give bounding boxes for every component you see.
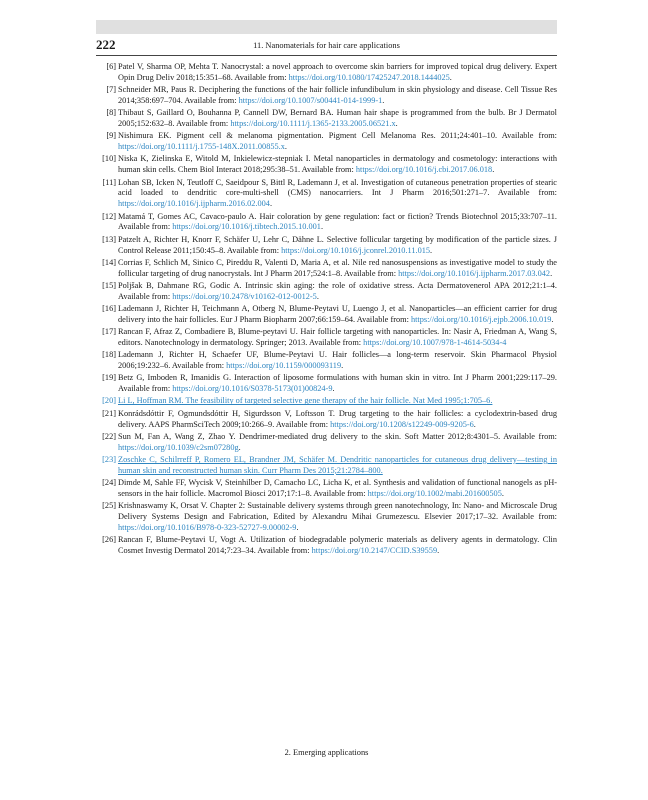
header-rule	[96, 55, 557, 56]
reference-tail: .	[316, 291, 319, 301]
reference-tail: .	[550, 268, 553, 278]
reference-text: Sun M, Fan A, Wang Z, Zhao Y. Dendrimer-mediated drug delivery to the skin. Soft Matter 2012;8:4301–5. Available from:	[118, 431, 557, 441]
reference-item	[96, 396, 557, 407]
reference-text: Patzelt A, Richter H, Knorr F, Schäfer U, Lehr C, Dähne L. Selective follicular targeting by modification of the particle sizes. J Control Release 2011;150:45–8. Available from:	[118, 234, 557, 255]
doi-link[interactable]: https://doi.org/10.1016/j.jconrel.2010.11.015	[281, 245, 431, 255]
reference-item	[96, 281, 557, 303]
doi-link[interactable]: https://doi.org/10.2478/v10162-012-0012-5	[172, 291, 317, 301]
doi-link[interactable]: https://doi.org/10.1111/j.1365-2133.2005.06521.x	[230, 119, 396, 129]
reference-item	[96, 304, 557, 326]
reference-number: [16]	[102, 304, 116, 313]
reference-item	[96, 327, 557, 349]
reference-text: Konrádsdóttir F, Ogmundsdóttir H, Sigurdsson V, Loftsson T. Drug targeting to the hair follicles: a cyclodextrin-based drug delivery. AAPS PharmSciTech 2009;10:266–9. Available from:	[118, 408, 557, 429]
doi-link[interactable]: https://doi.org/10.1039/c2sm07280g	[118, 442, 239, 452]
doi-link[interactable]: https://doi.org/10.1016/j.ijpharm.2016.02.004	[118, 199, 270, 209]
reference-tail: .	[320, 222, 324, 232]
reference-number: [19]	[102, 373, 116, 383]
reference-item	[96, 455, 557, 477]
reference-tail: .	[449, 72, 452, 82]
reference-text: Betz G, Imboden R, Imanidis G. Interaction of liposome formulations with human skin in vitro. Int J Pharm 2001;229:117–29. Available from:	[118, 373, 557, 394]
reference-tail: .	[269, 199, 273, 209]
reference-text: Poljšak B, Dahmane RG, Godic A. Intrinsic skin aging: the role of oxidative stress. Acta Dermatovenerol APA 2012;21:1–4. Available from:	[118, 280, 557, 301]
reference-number: [6]	[106, 62, 116, 71]
doi-link[interactable]: https://doi.org/10.1016/B978-0-323-52727-9.00002-9	[118, 522, 297, 532]
doi-link[interactable]: https://doi.org/10.1016/S0378-5173(01)00824-9	[172, 384, 333, 394]
reference-number: [10]	[102, 154, 116, 164]
reference-tail: .	[492, 165, 495, 175]
reference-text: Lademann J, Richter H, Teichmann A, Otberg N, Blume-Peytavi U, Luengo J, et al. Nanoparticles—an efficient carrier for drug delivery into the hair follicles. Eur J Pharm Biopharm 2007;66:159–64. Available from:	[118, 304, 557, 324]
reference-tail: .	[296, 522, 299, 532]
reference-item	[96, 154, 557, 176]
page-number: 222	[96, 37, 116, 52]
reference-number: [15]	[102, 280, 116, 290]
reference-number: [11]	[102, 177, 116, 187]
reference-item	[96, 235, 557, 257]
reference-text: Dimde M, Sahle FF, Wycisk V, Steinhilber D, Camacho LC, Licha K, et al. Synthesis and validation of functional nanogels as pH-sensors in the hair follicle. Macromol Biosci 2017;17:1–8. Available from:	[118, 477, 557, 498]
reference-item	[96, 108, 557, 130]
reference-text: Corrias F, Schlich M, Sinico C, Pireddu R, Valenti D, Maria A, et al. Nile red nanosuspensions as investigative model to study the follicular targeting of drug nanocrystals. Int J Pharm 2017;524:1–8. Available from:	[118, 257, 557, 278]
reference-item	[96, 501, 557, 534]
reference-number: [14]	[102, 257, 116, 267]
reference-item	[96, 478, 557, 500]
reference-number: [22]	[102, 431, 116, 441]
reference-text: Lademann J, Richter H, Schaefer UF, Blume-Peytavi U. Hair follicles—a long-term reservoir. Skin Pharmacol Physiol 2006;19:232–6. Available from:	[118, 350, 557, 371]
reference-number: [18]	[102, 350, 116, 360]
reference-tail: .	[551, 314, 554, 324]
reference-text: Schneider MR, Paus R. Deciphering the functions of the hair follicle infundibulum in skin physiology and disease. Cell Tissue Res 2014;358:697–704. Available from:	[118, 85, 557, 106]
reference-text: Matamá T, Gomes AC, Cavaco-paulo A. Hair coloration by gene regulation: fact or fiction? Trends Biotechnol 2015;33:707–11. Available from:	[118, 211, 557, 232]
doi-link[interactable]: https://doi.org/10.1007/978-1-4614-5034-4	[363, 338, 507, 348]
footer-section: 2. Emerging applications	[284, 748, 369, 757]
reference-number: [24]	[102, 477, 116, 487]
reference-text: Nishimura EK. Pigment cell & melanoma pigmentation. Pigment Cell Melanoma Res. 2011;24:401–10. Available from:	[118, 131, 557, 141]
reference-text[interactable]: Zoschke C, Schilrreff P, Romero EL, Brandner JM, Schäfer M. Dendritic nanoparticles for cutaneous drug delivery—testing in human skin and reconstructed human skin. Curr Pharm Des 2015;21:2784–800.	[118, 454, 557, 475]
reference-number: [23]	[102, 454, 116, 464]
running-head: 11. Nanomaterials for hair care applications	[253, 41, 400, 50]
reference-text: Rancan F, Blume-Peytavi U, Vogt A. Utilization of biodegradable polymeric materials as delivery agents in dermatology. Clin Cosmet Investig Dermatol 2014;7:23–34. Available from:	[118, 535, 557, 555]
reference-number: [17]	[102, 327, 116, 337]
reference-item	[96, 258, 557, 280]
reference-number: [20]	[102, 396, 116, 406]
doi-link[interactable]: https://doi.org/10.1016/j.tibtech.2015.10.001	[172, 222, 321, 232]
reference-item	[96, 62, 557, 84]
doi-link[interactable]: https://doi.org/10.1002/mabi.201600505	[367, 488, 502, 498]
reference-number: [9]	[106, 131, 116, 141]
reference-tail: .	[501, 488, 504, 498]
reference-text: Krishnaswamy K, Orsat V. Chapter 2: Sustainable delivery systems through green nanotechnology, In: Nano- and Microscale Drug Delivery Systems Design and Fabrication, Edited by Alexandru Mihai Grumezescu. Elsevier 2017;17–32. Available from:	[118, 501, 557, 521]
reference-tail: .	[430, 245, 433, 255]
reference-number: [26]	[102, 535, 116, 545]
reference-tail: .	[382, 96, 385, 106]
reference-text: Thibaut S, Gaillard O, Bouhanna P, Cannell DW, Bernard BA. Human hair shape is programmed from the bulb. Br J Dermatol 2005;152:632–8. Available from:	[118, 108, 557, 129]
doi-link[interactable]: https://doi.org/10.1111/j.1755-148X.2011.00855.x	[118, 142, 285, 152]
reference-item	[96, 350, 557, 372]
reference-number: [25]	[102, 501, 116, 511]
doi-link[interactable]: https://doi.org/10.1007/s00441-014-1999-1	[238, 96, 383, 106]
reference-tail: .	[341, 361, 344, 371]
header-bar	[96, 20, 557, 34]
reference-tail: .	[473, 419, 476, 429]
reference-list	[96, 62, 557, 558]
doi-link[interactable]: https://doi.org/10.1016/j.ejpb.2006.10.019	[410, 314, 552, 324]
reference-text: Patel V, Sharma OP, Mehta T. Nanocrystal: a novel approach to overcome skin barriers for improved topical drug delivery. Expert Opin Drug Deliv 2018;15:351–68. Available from:	[118, 62, 557, 82]
doi-link[interactable]: https://doi.org/10.1159/000093119	[226, 361, 342, 371]
reference-number: [7]	[106, 85, 116, 95]
reference-tail: .	[332, 384, 335, 394]
reference-number: [21]	[102, 408, 116, 418]
reference-number: [12]	[102, 211, 116, 221]
reference-number: [8]	[106, 108, 116, 118]
doi-link[interactable]: https://doi.org/10.1016/j.ijpharm.2017.03.042	[398, 268, 551, 278]
reference-text[interactable]: Li L, Hoffman RM. The feasibility of targeted selective gene therapy of the hair follicle. Nat Med 1995;1:705–6.	[118, 396, 493, 406]
reference-tail: .	[284, 142, 287, 152]
doi-link[interactable]: https://doi.org/10.1016/j.cbi.2017.06.018	[355, 165, 493, 175]
reference-text: Niska K, Zielinska E, Witold M, Inkielewicz-stepniak I. Metal nanoparticles in dermatology and cosmetology: interactions with human skin cells. Chem Biol Interact 2018;295:38–51. Available from:	[118, 154, 557, 175]
reference-item	[96, 432, 557, 454]
reference-item	[96, 85, 557, 107]
reference-tail: .	[238, 442, 241, 452]
reference-tail: .	[437, 546, 440, 555]
reference-item	[96, 409, 557, 431]
reference-item	[96, 373, 557, 395]
doi-link[interactable]: https://doi.org/10.2147/CCID.S39559	[311, 546, 438, 555]
reference-item	[96, 535, 557, 557]
reference-text: Lohan SB, Icken N, Teutloff C, Saeidpour S, Bittl R, Lademann J, et al. Investigation of cutaneous penetration properties of stearic acid loaded to dendritic core-multi-shell (CMS) nanocarriers. Int J Pharm 2016;501:271–7. Available from:	[118, 177, 557, 198]
reference-text: Rancan F, Afraz Z, Combadiere B, Blume-peytavi U. Hair follicle targeting with nanoparticles. In: Nasir A, Friedman A, Wang S, editors. Nanotechnology in dermatology. Springer; 2013. Available from:	[118, 327, 557, 348]
reference-number: [13]	[102, 234, 116, 244]
doi-link[interactable]: https://doi.org/10.1208/s12249-009-9205-6	[330, 419, 474, 429]
doi-link[interactable]: https://doi.org/10.1080/17425247.2018.1444025	[288, 72, 450, 82]
reference-item	[96, 212, 557, 234]
reference-item	[96, 131, 557, 153]
reference-item	[96, 178, 557, 211]
reference-tail: .	[395, 119, 398, 129]
